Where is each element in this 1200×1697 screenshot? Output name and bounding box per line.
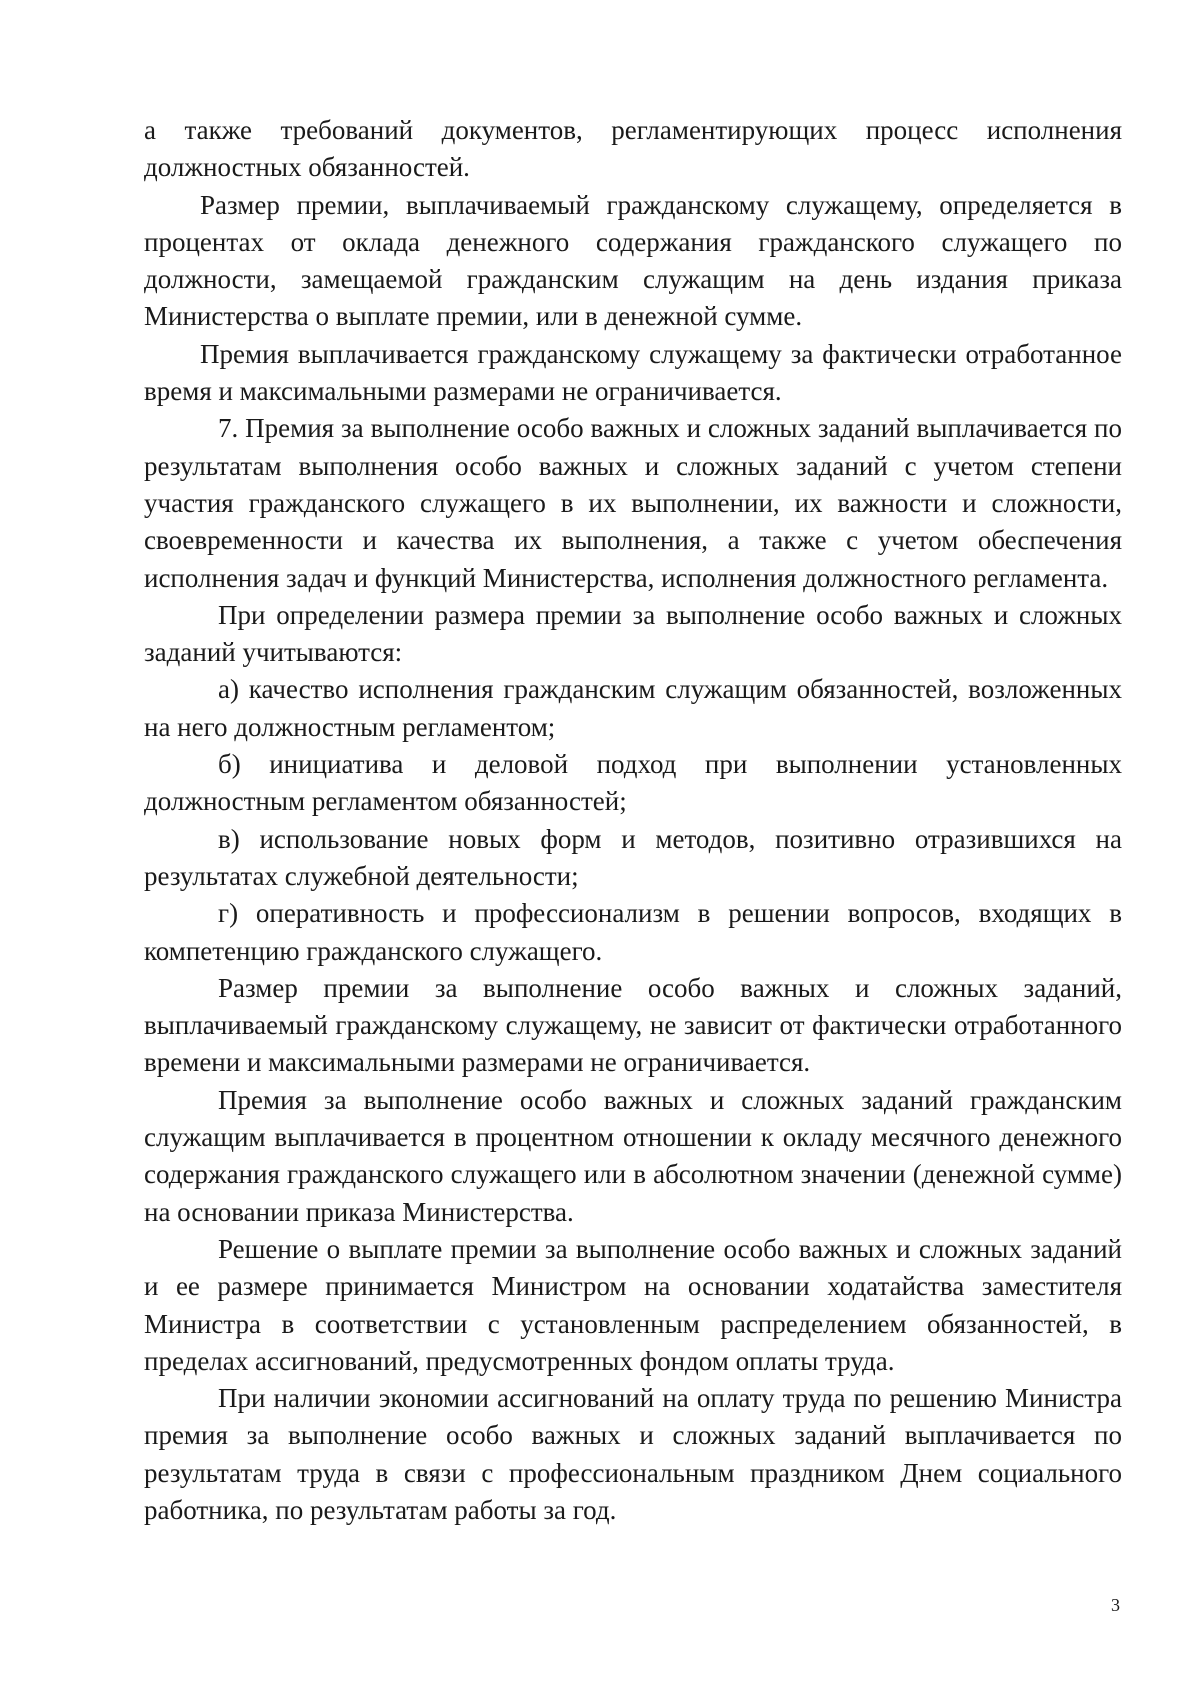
paragraph-criteria-intro: При определении размера премии за выполнение особо важных и сложных заданий учитываются:: [144, 599, 1122, 668]
paragraph-bonus-size: Размер премии, выплачиваемый гражданскому служащему, определяется в процентах от оклада денежного содержания гражданского служащего по должности, замещаемой гражданским служащим на день издания приказа Министерства о выплате премии, или в денежной сумме.: [144, 189, 1122, 332]
paragraph-clause-7: 7. Премия за выполнение особо важных и сложных заданий выплачивается по результатам выполнения особо важных и сложных заданий с учетом степени участия гражданского служащего в их выполнении, их важности и сложности, своевременности и качества их выполнения, а также с учетом обеспечения исполнения задач и функций Министерства, исполнения должностного регламента.: [144, 413, 1122, 593]
page-number: 3: [1111, 1595, 1120, 1615]
paragraph-bonus-time: Премия выплачивается гражданскому служащему за фактически отработанное время и максимальными размерами не ограничивается.: [144, 338, 1122, 407]
paragraph-decision: Решение о выплате премии за выполнение особо важных и сложных заданий и ее размере принимается Министром на основании ходатайства заместителя Министра в соответствии с установленным распределением обязанностей, в пределах ассигнований, предусмотренных фондом оплаты труда.: [144, 1233, 1122, 1376]
paragraph-special-bonus-size: Размер премии за выполнение особо важных и сложных заданий, выплачиваемый гражданскому служащему, не зависит от фактически отработанного времени и максимальными размерами не ограничивается.: [144, 972, 1122, 1078]
paragraph-special-bonus-payment: Премия за выполнение особо важных и сложных заданий гражданским служащим выплачивается в процентном отношении к окладу месячного денежного содержания гражданского служащего или в абсолютном значении (денежной сумме) на основании приказа Министерства.: [144, 1084, 1122, 1227]
paragraph-continuation: а также требований документов, регламентирующих процесс исполнения должностных обязанностей.: [144, 115, 1122, 183]
paragraph-savings: При наличии экономии ассигнований на оплату труда по решению Министра премия за выполнение особо важных и сложных заданий выплачивается по результатам труда в связи с профессиональным праздником Днем социального работника, по результатам работы за год.: [144, 1383, 1122, 1525]
list-item-g: г) оперативность и профессионализм в решении вопросов, входящих в компетенцию гражданского служащего.: [144, 898, 1122, 966]
list-item-b: б) инициатива и деловой подход при выполнении установленных должностным регламентом обязанностей;: [144, 749, 1122, 817]
document-body: [144, 112, 1122, 1529]
list-item-a: а) качество исполнения гражданским служащим обязанностей, возложенных на него должностным регламентом;: [144, 674, 1122, 742]
list-item-v: в) использование новых форм и методов, позитивно отразившихся на результатах служебной деятельности;: [144, 823, 1122, 891]
